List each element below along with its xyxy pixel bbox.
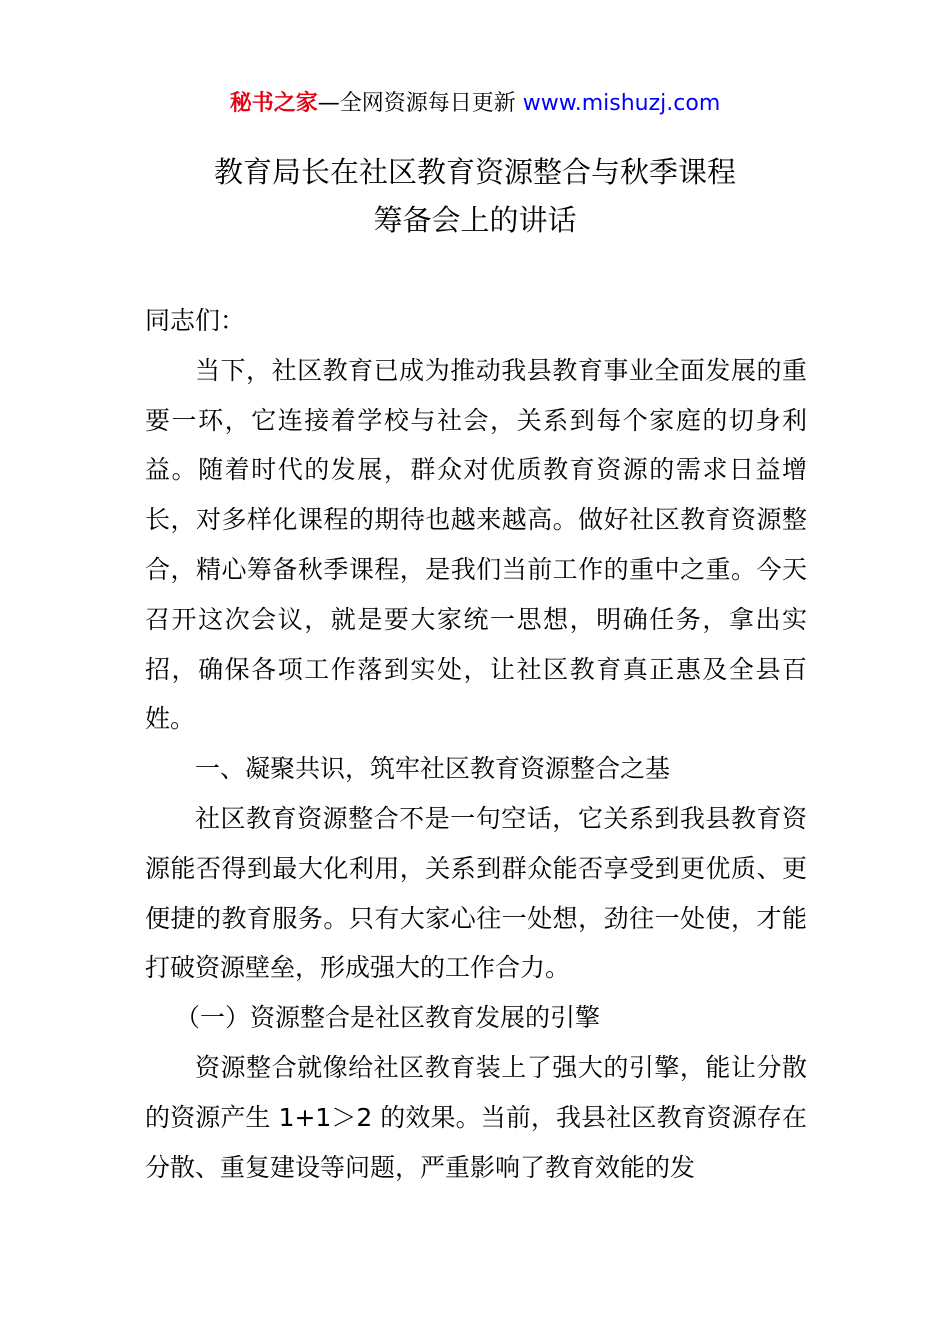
site-header (0, 86, 950, 122)
subsection-heading-one: （一）资源整合是社区教育发展的引擎 (175, 1003, 601, 1033)
document-title (0, 148, 950, 244)
body-paragraph: 当下，社区教育已成为推动我县教育事业全面发展的重要一环，它连接着学校与社会，关系到每个家庭的切身利益。随着时代的发展，群众对优质教育资源的需求日益增长，对多样化课程的期待也越来越高。做好社区教育资源整合，精心筹备秋季课程，是我们当前工作的重中之重。今天召开这次会议，就是要大家统一思想，明确任务，拿出实招，确保各项工作落到实处，让社区教育真正惠及全县百姓。 (145, 355, 807, 734)
brand-name: 秘书之家 (229, 91, 318, 116)
document-body (145, 296, 807, 1192)
section-heading-one: 一、凝聚共识，筑牢社区教育资源整合之基 (195, 754, 671, 784)
title-line-1: 教育局长在社区教育资源整合与秋季课程 (213, 155, 736, 189)
site-url-link[interactable]: www.mishuzj.com (522, 91, 721, 116)
body-paragraph: 资源整合就像给社区教育装上了强大的引擎，能让分散的资源产生 1+1＞2 的效果。当前，我县社区教育资源存在分散、重复建设等问题，严重影响了教育效能的发 (145, 1052, 807, 1182)
header-tagline: —全网资源每日更新 (317, 91, 523, 116)
salutation: 同志们： (145, 306, 246, 335)
body-paragraph: 社区教育资源整合不是一句空话，它关系到我县教育资源能否得到最大化利用，关系到群众能否享受到更优质、更便捷的教育服务。只有大家心往一处想，劲往一处使，才能打破资源壁垒，形成强大的工作合力。 (145, 803, 807, 983)
title-line-2: 筹备会上的讲话 (373, 203, 577, 237)
